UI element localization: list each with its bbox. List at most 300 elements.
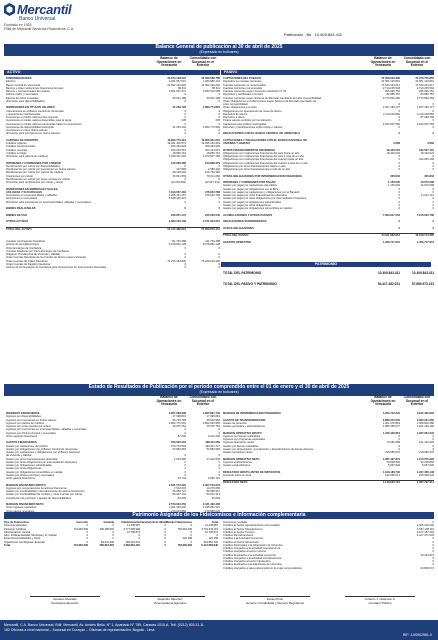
- total-patrimonio-a: 10.409.843.411: [378, 271, 400, 275]
- row-label: INTERESES Y COMISIONES POR COBRAR: [6, 161, 61, 165]
- row-label: Créditos destinados a la actividad comercial: [223, 553, 276, 557]
- row-value-consolidado: 476.064.783: [205, 190, 220, 194]
- row-value-venezuela: 7.510.003: [174, 486, 186, 490]
- row-value-venezuela: 86.611: [177, 86, 186, 90]
- row-value-venezuela: 0: [184, 246, 186, 250]
- row-value-venezuela: 270.643.959: [171, 509, 186, 513]
- row-value-venezuela: 33.818.802: [386, 460, 400, 464]
- row-value-consolidado: 0: [432, 200, 434, 204]
- row-value-venezuela: 0: [184, 262, 186, 266]
- row-label: TOTAL DEL PASIVO: [223, 234, 249, 237]
- row-value-venezuela: 87.540: [177, 434, 186, 438]
- row-label: Ingresos extraordinarios: [223, 460, 252, 464]
- row-value: 20.024.873: [420, 553, 434, 557]
- fideicomiso-value: 0: [216, 534, 218, 538]
- row-value-consolidado: 0: [218, 467, 220, 471]
- fideicomiso-value: 724.681.509: [73, 527, 88, 531]
- row-value-consolidado: 235: [215, 119, 220, 123]
- row-label: DISPONIBILIDADES: [6, 77, 32, 80]
- row-label: Activos de los Encargos de Confianza para Operaciones en Instrumentos Derivados: [6, 266, 107, 269]
- patrimonio-currency: Bs: [306, 32, 312, 37]
- row-label: Gastos por incobrabilidad y desvalorización de activos financieros: [6, 490, 85, 493]
- fideicomiso-value: 10.705.574: [205, 530, 218, 534]
- row-label: Rendimientos por cobrar por inversiones en títulos valores: [6, 168, 76, 171]
- row-value-venezuela: 229.951.137: [171, 213, 186, 217]
- row-value-consolidado: 0: [218, 266, 220, 269]
- row-value-consolidado: (12.947.341): [204, 181, 220, 184]
- row-label: Colocaciones en el Banco Central de Venezuela: [6, 109, 64, 113]
- row-value-consolidado: 2.995.821.742: [202, 412, 220, 415]
- row-label: de Vivienda y Hábitat: [6, 454, 32, 458]
- row-value: 4.427.971.503: [416, 534, 434, 537]
- row-value-venezuela: 0: [184, 99, 186, 103]
- row-value-consolidado: 1.267.264.342: [416, 431, 434, 435]
- row-value-consolidado: 0: [432, 190, 434, 194]
- row-value: 0: [432, 547, 434, 550]
- row-value-consolidado: 2.862.933.950: [202, 421, 220, 425]
- row-value-venezuela: 0: [184, 112, 186, 116]
- row-value: 2.025.109.220: [416, 524, 434, 528]
- row-value-venezuela: 41.236.494: [172, 125, 186, 129]
- row-label: Inversiones en títulos valores mantenidas hasta su vencimiento: [6, 122, 82, 126]
- row-label: Cuentas corrientes según Convenio Cambiario N° 20: [223, 90, 287, 93]
- row-label: OTRAS OBLIGACIONES POR INTERMEDIACIÓN FINANCIERA: [223, 174, 302, 178]
- row-label: Captaciones del público restringidas: [223, 122, 267, 126]
- row-value-consolidado: 0: [432, 155, 434, 158]
- row-value-consolidado: 18.403.023: [420, 151, 434, 155]
- row-value: 8.417.187.693: [416, 530, 434, 534]
- row-value-consolidado: 19.395.161.993: [201, 142, 220, 145]
- signature-2: [125, 588, 215, 605]
- row-value-consolidado: 0: [432, 444, 434, 448]
- row-value-consolidado: 19.856.361.081: [201, 138, 220, 142]
- row-value-consolidado: 0: [432, 187, 434, 191]
- row-value-consolidado: 4.197.495.902: [416, 412, 434, 415]
- row-value-venezuela: 0: [398, 444, 400, 448]
- row-label: Gastos por pagar por captaciones del público: [223, 184, 278, 188]
- row-value-consolidado: 52.603: [211, 496, 220, 500]
- fideicomiso-value: 126.158: [208, 537, 218, 541]
- row-value-consolidado: 236.006.530: [205, 213, 220, 217]
- row-label: Gastos por otros financiamientos obtenidos: [6, 457, 58, 461]
- row-value-venezuela: 1.316.188.730: [382, 470, 400, 474]
- row-value: 0: [432, 560, 434, 563]
- row-value-consolidado: 0: [432, 109, 434, 113]
- row-value-venezuela: 2.691.601.372: [168, 90, 186, 93]
- total-patrimonio-b: 10.409.843.411: [412, 271, 434, 275]
- row-value-consolidado: 32.018.802: [420, 460, 434, 464]
- row-value-consolidado: 0: [432, 119, 434, 123]
- row-value-venezuela: 2.021.363.000: [168, 506, 186, 510]
- row-label: Títulos valores emitidos por la institución: [223, 119, 272, 123]
- row-value-consolidado: 0: [218, 164, 220, 168]
- row-value-venezuela: 66.007.144: [172, 493, 186, 497]
- row-value-consolidado: 2.431.490.406: [202, 503, 220, 506]
- row-value-venezuela: 0: [398, 155, 400, 158]
- row-value-consolidado: 1.067.797.914: [416, 481, 434, 485]
- row-label: Créditos vencidos: [6, 148, 28, 152]
- row-label: Obligaciones por otros financiamientos a más de un año: [223, 168, 291, 171]
- row-value-venezuela: 39.521.189: [172, 96, 186, 100]
- row-value-venezuela: 5.057.946: [388, 464, 400, 467]
- footer: [0, 620, 438, 640]
- row-value-venezuela: 0: [184, 428, 186, 432]
- row-label: Bancos y corresponsales del exterior: [6, 90, 51, 93]
- fideicomiso-type: Administración Central: [4, 530, 31, 534]
- row-value-consolidado: 393.811.727: [205, 444, 220, 448]
- row-value-venezuela: 0: [398, 220, 400, 223]
- row-label: OBLIGACIONES SUBORDINADAS: [223, 220, 267, 223]
- row-label: Créditos otorgados a la actividad microfinanciera: [223, 556, 282, 560]
- row-value-venezuela: 209.464.929: [171, 145, 186, 149]
- row-value-consolidado: 76.611.660: [206, 174, 220, 178]
- row-label: Ingresos por disponibilidades: [6, 415, 41, 419]
- fideicomiso-value: 0: [86, 530, 88, 534]
- row-label: BIENES DE USO: [6, 213, 28, 217]
- row-label: Gastos extraordinarios: [223, 464, 251, 467]
- fideicomiso-value: 0: [164, 544, 166, 548]
- row-value-venezuela: 2.888.315.530: [382, 418, 400, 422]
- row-value-consolidado: 0: [432, 125, 434, 129]
- row-label: BIENES REALIZABLES: [6, 207, 36, 210]
- fideicomiso-value: 3.777.508.908: [123, 527, 140, 531]
- row-value-consolidado: 0: [432, 438, 434, 441]
- row-value-venezuela: 1.287.427.874: [382, 457, 400, 461]
- row-label: Obligaciones con instituciones financieras del país hasta un año: [223, 151, 300, 155]
- row-value-consolidado: 14.076.650: [206, 486, 220, 490]
- row-value-consolidado: 3.471.813.067: [202, 220, 220, 223]
- row-value-venezuela: 0: [398, 200, 400, 204]
- fideicomiso-value: 260.531.012: [125, 540, 140, 544]
- row-label: (Provisión para inversiones en empresas filiales, afiliadas y sucursales): [6, 200, 91, 204]
- row-value-consolidado: 0: [432, 103, 434, 106]
- row-label: Créditos vigentes: [6, 142, 27, 145]
- row-value-consolidado: 2.719.235.592: [416, 86, 434, 90]
- row-value-consolidado: 0: [218, 470, 220, 474]
- signature-role: Gerente Contabilidad y Reporte Regulatorio: [245, 600, 305, 605]
- row-value-venezuela: 45.831.569: [172, 174, 186, 178]
- row-value-consolidado: 80.096.917: [206, 490, 220, 493]
- row-label: Constitución de provisión y ajustes de disponibilidades: [6, 496, 71, 500]
- total-pp-b: 57.859.973.151: [411, 282, 434, 286]
- row-label: Gastos operativos varios: [223, 451, 253, 454]
- fideicomiso-column-header: Demás Fideicomisos: [166, 521, 192, 524]
- row-value-venezuela: 270.743.593: [171, 444, 186, 448]
- fideicomiso-value: 10.705.574: [127, 530, 140, 534]
- activo-header: ACTIVO: [4, 70, 220, 75]
- row-value-consolidado: 18.866.710: [206, 151, 220, 155]
- row-value-consolidado: 95.600.984: [206, 418, 220, 422]
- patrimonio-summary: [284, 32, 342, 37]
- row-value-venezuela: 9.773.826.459: [382, 96, 400, 100]
- row-value-venezuela: 66.059.747: [172, 490, 186, 493]
- fideicomiso-type: Organismos con Régimen Especial: [4, 540, 45, 544]
- row-label: Gastos por pagar por otras obligaciones: [223, 203, 271, 207]
- row-label: Gastos por captaciones del público: [6, 444, 48, 448]
- activo-table: [6, 77, 220, 231]
- row-value-consolidado: 37.076.705.855: [415, 77, 434, 80]
- row-value-venezuela: 0: [184, 122, 186, 126]
- row-value-consolidado: 2.045.891.521: [202, 506, 220, 510]
- row-value-consolidado: 0: [432, 168, 434, 171]
- fideicomiso-value: 0: [164, 527, 166, 531]
- row-value-consolidado: 2.930.231.560: [416, 418, 434, 422]
- row-value-venezuela: 411.763.488: [171, 240, 186, 243]
- row-label: Gastos por pagar por obligaciones subordinadas: [223, 200, 281, 204]
- row-value-consolidado: 5.378.861.128: [202, 243, 220, 247]
- row-value-venezuela: 107.896: [176, 168, 186, 171]
- row-value-consolidado: 130.868.479: [205, 161, 220, 165]
- row-value-consolidado: 0: [432, 164, 434, 168]
- row-value-consolidado: [400, 230, 434, 233]
- signature-name: Gustavo Alvarado: [53, 597, 77, 601]
- tagline-founded: Fundado en 1925: [4, 23, 32, 27]
- row-value-consolidado: 324.084.168: [419, 158, 434, 162]
- informacion-complementaria-table: [223, 521, 434, 570]
- signature-line: [135, 588, 205, 597]
- row-label: Otros Encargos de Confianza: [6, 246, 42, 250]
- row-value-consolidado: 80.886.787: [420, 93, 434, 97]
- row-label: Gastos por obligaciones con el Banco Central de Venezuela: [6, 447, 78, 451]
- row-value: 0: [432, 537, 434, 541]
- signature-3: [230, 588, 320, 605]
- row-label: Créditos Destinados a la Adquisición de Vehículos: [223, 543, 283, 547]
- row-value-consolidado: 1.921.429.180: [416, 425, 434, 428]
- fideicomiso-type: Entes Descentralizados y Otros: [4, 537, 41, 541]
- row-label: Créditos destinados a la adquisición de vehículos: [223, 563, 282, 567]
- row-label: MARGEN OPERATIVO NETO: [223, 457, 260, 461]
- row-value-venezuela: 2.719.235.592: [382, 86, 400, 90]
- activo-cuentas-orden-table: [6, 240, 220, 269]
- row-label: Obligaciones con instituciones financieras del país a más de un año: [223, 155, 304, 158]
- row-label: Créditos otorgados al sector hipotecario: [223, 560, 271, 563]
- row-value-consolidado: 86.611: [211, 86, 220, 90]
- row-value-venezuela: 0: [398, 109, 400, 113]
- row-label: Rendimientos por cobrar por cartera de créditos: [6, 171, 64, 175]
- row-value-venezuela: 6.648.426.327: [168, 197, 186, 201]
- row-label: Créditos en litigio: [6, 151, 27, 155]
- row-value-venezuela: 0: [184, 207, 186, 210]
- row-value-venezuela: 4.323.742.391: [382, 412, 400, 415]
- footer-rif: RIF: J-00002961-0: [402, 633, 432, 637]
- row-value-consolidado: 0: [432, 207, 434, 210]
- row-value-consolidado: 0: [218, 99, 220, 103]
- row-value-venezuela: 3.669: [393, 142, 400, 145]
- row-value-consolidado: 0: [218, 200, 220, 204]
- row-label: Cuentas Contingentes Deudoras: [6, 240, 45, 243]
- row-value-consolidado: 209.464.929: [205, 145, 220, 149]
- row-value-venezuela: 54.417.482.021: [167, 227, 186, 231]
- fideicomiso-value: 724.681.509: [73, 544, 88, 548]
- row-value-venezuela: 69.193.003: [172, 171, 186, 175]
- row-value-venezuela: 0: [398, 207, 400, 210]
- patrimonio-label: Patrimonio: [284, 32, 304, 37]
- row-value-venezuela: 0: [398, 438, 400, 441]
- row-value-consolidado: 9.773.826.459: [416, 96, 434, 100]
- total-pp-a: 54.417.482.021: [377, 282, 400, 286]
- row-value-venezuela: 0: [184, 177, 186, 181]
- row-label: Depósitos y certificados a la vista: [223, 93, 263, 97]
- row-value-consolidado: 1.683.774.590: [202, 125, 220, 129]
- fideicomiso-value: 0: [112, 537, 114, 541]
- row-value-consolidado: 0: [432, 197, 434, 201]
- row-value-consolidado: 1.280.986.104: [202, 80, 220, 84]
- document-header: [0, 0, 438, 40]
- fideicomiso-value: 0: [190, 534, 192, 538]
- row-value-venezuela: 41.236.729: [172, 106, 186, 110]
- row-label: Otras Cuentas de Orden Deudoras: [6, 259, 48, 263]
- row-label: Gastos por depreciación, amortización y desvalorización de bienes diversos: [223, 447, 314, 451]
- row-label: Ingresos operativos varios: [223, 441, 255, 445]
- row-value-venezuela: 5.378.861.128: [168, 243, 186, 247]
- row-value-venezuela: 0: [398, 119, 400, 123]
- row-label: Inversiones en sucursales: [6, 197, 38, 201]
- row-value-venezuela: 2.573.023.350: [168, 503, 186, 506]
- row-label: Otras Cuentas de Registro Deudoras: [6, 262, 51, 266]
- row-value-consolidado: 0: [218, 256, 220, 260]
- row-value-venezuela: [152, 223, 186, 226]
- signature-role: Presidente Ejecutivo: [51, 600, 79, 605]
- row-value-consolidado: 0: [218, 428, 220, 432]
- fideicomiso-value: 0: [164, 540, 166, 544]
- row-label: Depósitos de ahorro: [223, 112, 248, 116]
- row-label: (Régimen Prestacional de Vivienda y Hábitat): [6, 253, 61, 256]
- row-label: Cuentas corrientes no remuneradas: [223, 83, 266, 87]
- row-value-consolidado: 1.237.336.148: [416, 470, 434, 474]
- row-value-venezuela: 17.544.324.617: [381, 83, 400, 87]
- row-value-venezuela: 0: [398, 164, 400, 168]
- fideicomiso-value: 0: [86, 524, 88, 528]
- row-value-consolidado: 2.113.218.850: [417, 112, 434, 116]
- fideicomiso-value: 0: [86, 537, 88, 541]
- row-value-venezuela: 0: [184, 464, 186, 467]
- row-label: Derechos y participaciones sobre títulos o valores: [223, 125, 283, 129]
- row-label: Gastos generales y administrativos: [223, 425, 265, 428]
- row-value-consolidado: 0: [218, 132, 220, 136]
- row-label: RESULTADO NETO: [223, 481, 248, 485]
- row-label: GASTOS DE TRANSFORMACIÓN: [223, 418, 266, 422]
- row-value-consolidado: 0: [432, 132, 434, 136]
- row-value-venezuela: 326.095.304: [171, 441, 186, 445]
- row-label: Créditos al Sector Manufacturero: [223, 527, 263, 531]
- resultados-left-table: [6, 412, 220, 513]
- row-value-venezuela: 0: [398, 187, 400, 191]
- row-value: 0: [432, 540, 434, 544]
- signatures-block: [0, 588, 438, 608]
- row-value-venezuela: 70.081.689: [386, 441, 400, 445]
- row-value-venezuela: 0: [398, 194, 400, 197]
- row-label: TOTAL DEL ACTIVO: [6, 227, 32, 231]
- row-value-consolidado: 11.011.716: [420, 194, 434, 197]
- signature-line: [30, 588, 100, 597]
- row-value-consolidado: 3.083.019.599: [202, 90, 220, 93]
- row-value-venezuela: 0: [398, 190, 400, 194]
- row-value-venezuela: 37.058.618.390: [381, 77, 400, 80]
- fideicomiso-type: Total: [4, 544, 11, 548]
- row-value-venezuela: 0: [398, 447, 400, 451]
- row-value-consolidado: 161.191.626: [419, 441, 434, 445]
- row-label: Banco Central de Venezuela: [6, 83, 41, 87]
- row-value-venezuela: 18.403.023: [386, 151, 400, 155]
- row-label: Inversiones de disponibilidad restringida: [6, 125, 54, 129]
- row-value-venezuela: 2.184.907.566: [382, 122, 400, 126]
- fideicomiso-value: 4.062.981.481: [123, 544, 140, 548]
- row-value-venezuela: 218.080.676: [385, 451, 400, 454]
- total-patrimonio-row: [223, 271, 434, 275]
- row-value-venezuela: 2.862.770.501: [168, 421, 186, 425]
- fideicomiso-value: 84.331.090: [101, 540, 114, 544]
- row-value-consolidado: 16.570.098: [420, 184, 434, 188]
- row-value-consolidado: 0: [218, 93, 220, 97]
- signature-name: Alejandro Sánchez: [157, 597, 183, 601]
- row-label: Ingresos por oficina principal y sucursales: [6, 431, 56, 435]
- row-label: (Provisión para cartera de créditos): [6, 155, 48, 158]
- row-value-consolidado: 9.212.240: [208, 434, 220, 438]
- row-value-venezuela: 1.466.717.601: [382, 240, 400, 244]
- row-value-venezuela: 0: [184, 109, 186, 113]
- row-value: 0: [432, 543, 434, 547]
- total-pp-label: TOTAL DEL PASIVO Y PATRIMONIO: [223, 282, 277, 286]
- mercantil-logo-icon: [4, 3, 15, 16]
- row-value-consolidado: 39.521.189: [206, 96, 220, 100]
- row-label: y operaciones interbancarias: [6, 112, 41, 116]
- row-value-consolidado: 23.065.568.785: [201, 77, 220, 80]
- fideicomiso-column-header: Administración: [121, 521, 140, 524]
- row-value-venezuela: 1.150.000: [388, 184, 400, 188]
- patrimonio-value: 10.409.843.411: [314, 32, 342, 37]
- row-label: GESTIÓN OPERATIVA: [223, 240, 252, 244]
- brand-subtitle: Banco Universal: [19, 16, 56, 22]
- row-label: Otros gastos operativos: [6, 509, 35, 513]
- row-value-consolidado: 0: [218, 116, 220, 119]
- row-value-venezuela: 66.735.789: [172, 418, 186, 422]
- row-value-consolidado: 1.210.375.292: [416, 457, 434, 461]
- pasivo-row: [223, 241, 434, 244]
- row-label: Ingresos por programas especiales: [223, 438, 265, 441]
- brand-tagline: [4, 23, 74, 31]
- row-value-consolidado: 87.098.168: [420, 116, 434, 119]
- activo-row: [6, 227, 220, 231]
- row-value-consolidado: 0: [218, 262, 220, 266]
- row-value-venezuela: 0: [184, 116, 186, 119]
- row-value-consolidado: 47.922.636: [206, 457, 220, 461]
- row-value-venezuela: 2.631.573.094: [168, 483, 186, 487]
- row-value: 0: [432, 550, 434, 554]
- row-value-venezuela: 0: [398, 116, 400, 119]
- row-value-venezuela: 52.603: [177, 496, 186, 500]
- row-value-venezuela: 10.975.752: [172, 425, 186, 428]
- row-label: Otros gastos financieros: [6, 477, 35, 480]
- row-value-consolidado: 0: [432, 161, 434, 165]
- resultados-row: [223, 477, 434, 480]
- total-patrimonio-label: TOTAL DEL PATRIMONIO: [223, 271, 262, 275]
- row-label: OTROS FINANCIAMIENTOS OBTENIDOS: [223, 148, 276, 152]
- row-value-venezuela: 0: [184, 256, 186, 260]
- row-value-venezuela: 206.095.752: [385, 90, 400, 93]
- resultados-right-col-b: Consolidado con Sucursal en el Exterior: [403, 395, 431, 407]
- fideicomiso-row: [4, 544, 219, 547]
- row-value-venezuela: 44.011.062.951: [381, 234, 400, 237]
- row-value-consolidado: 21.092.194.220: [201, 83, 220, 87]
- signature-line: [240, 588, 310, 597]
- row-value-consolidado: 0: [432, 434, 434, 438]
- fideicomiso-value: 0: [164, 537, 166, 541]
- row-value-venezuela: 166.558.014: [385, 473, 400, 477]
- row-label: CAPTACIONES DEL PÚBLICO: [223, 77, 262, 80]
- row-label: ACUMULACIONES Y OTROS PASIVOS: [223, 213, 273, 217]
- fideicomiso-value: 14.235.987: [205, 524, 218, 528]
- fideicomiso-value: 0: [190, 540, 192, 544]
